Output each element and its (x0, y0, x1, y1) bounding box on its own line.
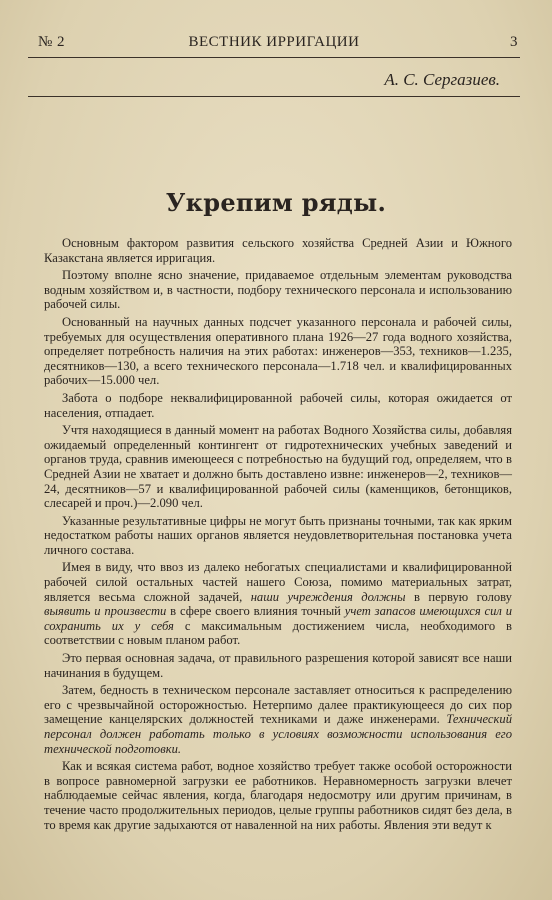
paragraph-text: Имея в виду, что ввоз из далеко небогатых специалистами и квалифицированной рабочей силой остальных частей нашего Союза, помимо материальных затрат, является весьма сложной задачей, (44, 560, 512, 604)
emphasis-text: учет запасов имеющихся сил и сохранить их у себя (44, 604, 512, 633)
article-paragraph (44, 514, 512, 558)
article-body (44, 236, 512, 835)
paragraph-text: в первую голову (405, 589, 512, 604)
author-rule (28, 96, 520, 97)
header-rule (28, 57, 520, 58)
emphasis-text: Технический персонал должен работать только в условиях возможности использования его технической подготовки. (44, 712, 512, 756)
paragraph-text: Основным фактором развития сельского хозяйства Средней Азии и Южного Казакстана является ирригация. (44, 236, 512, 265)
article-paragraph (44, 560, 512, 648)
paragraph-text: Указанные результативные цифры не могут быть признаны точными, так как ярким недостатком работы наших органов является неудовлетворительная постановка учета личного состава. (44, 513, 512, 557)
paragraph-text: Основанный на научных данных подсчет указанного персонала и рабочей силы, требуемых для осуществления оперативного плана 1926—27 года водного хозяйства, определяет потребность наличия на этих работах: инженеров—353, техников—1.235, десятников—130, а всего технического персонала—1.718 чел. и квалифицированных рабочих—15.000 чел. (44, 314, 512, 388)
article-paragraph (44, 268, 512, 312)
article-headline: Укрепим ряды. (165, 188, 387, 217)
article-paragraph (44, 683, 512, 756)
journal-title: ВЕСТНИК ИРРИГАЦИИ (188, 34, 360, 50)
article-paragraph (44, 651, 512, 680)
paragraph-text: Забота о подборе неквалифицированной рабочей силы, которая ожидается от населения, отпадает. (44, 390, 512, 420)
paragraph-text: Учтя находящиеся в данный момент на работах Водного Хозяйства силы, добавляя ожидаемый определенный контингент от гидротехнических учебных заведений и органов труда, сравнив имеющееся с потребностью на будущий год, определяем, что в Средней Азии не хватает и должно быть доставлено извне: инженеров—2, техников—24, десятников—57 и квалифицированной рабочей силы (каменщиков, бетонщиков, слесарей и проч.)—2.090 чел. (44, 423, 512, 511)
paragraph-text: Поэтому вполне ясно значение, придаваемое отдельным элементам руководства водным хозяйством и, в частности, подбору технического персонала и использованию рабочей силы. (44, 268, 512, 312)
issue-number: № 2 (38, 34, 66, 50)
paragraph-text: Как и всякая система работ, водное хозяйство требует также особой осторожности в вопросе равномерной загрузки ее работников. Неравномерность загрузки влечет наблюдаемые сейчас явления, когда, благодаря недосмотру или другим причинам, в течение часто продолжительных периодов, целые группы работников сидят без дела, в то время как другие задыхаются от наваленной на них работы. Явления эти ведут к (44, 759, 512, 832)
article-paragraph (44, 423, 512, 511)
paragraph-text: в сфере своего влияния точный (166, 604, 345, 619)
page-number: 3 (510, 34, 518, 50)
author-signature: А. С. Сергазиев. (384, 70, 500, 89)
paragraph-text: Затем, бедность в техническом персонале заставляет относиться к распределению его с чрезвычайной осторожностью. Нетерпимо далее практикующееся до сих пор замещение канцелярских должностей техниками и даже инженерами. (44, 683, 512, 727)
article-paragraph (44, 391, 512, 420)
article-paragraph (44, 315, 512, 388)
emphasis-text: выявить и произвести (44, 604, 167, 619)
emphasis-text: наши учреждения должны (250, 589, 406, 604)
paragraph-text: с максимальным достижением числа, необходимого в соответствии с новым планом работ. (44, 618, 512, 648)
article-paragraph (44, 236, 512, 265)
article-paragraph (44, 759, 512, 832)
running-header (28, 34, 520, 54)
paragraph-text: Это первая основная задача, от правильного разрешения которой зависят все наши начинания в будущем. (44, 651, 512, 680)
